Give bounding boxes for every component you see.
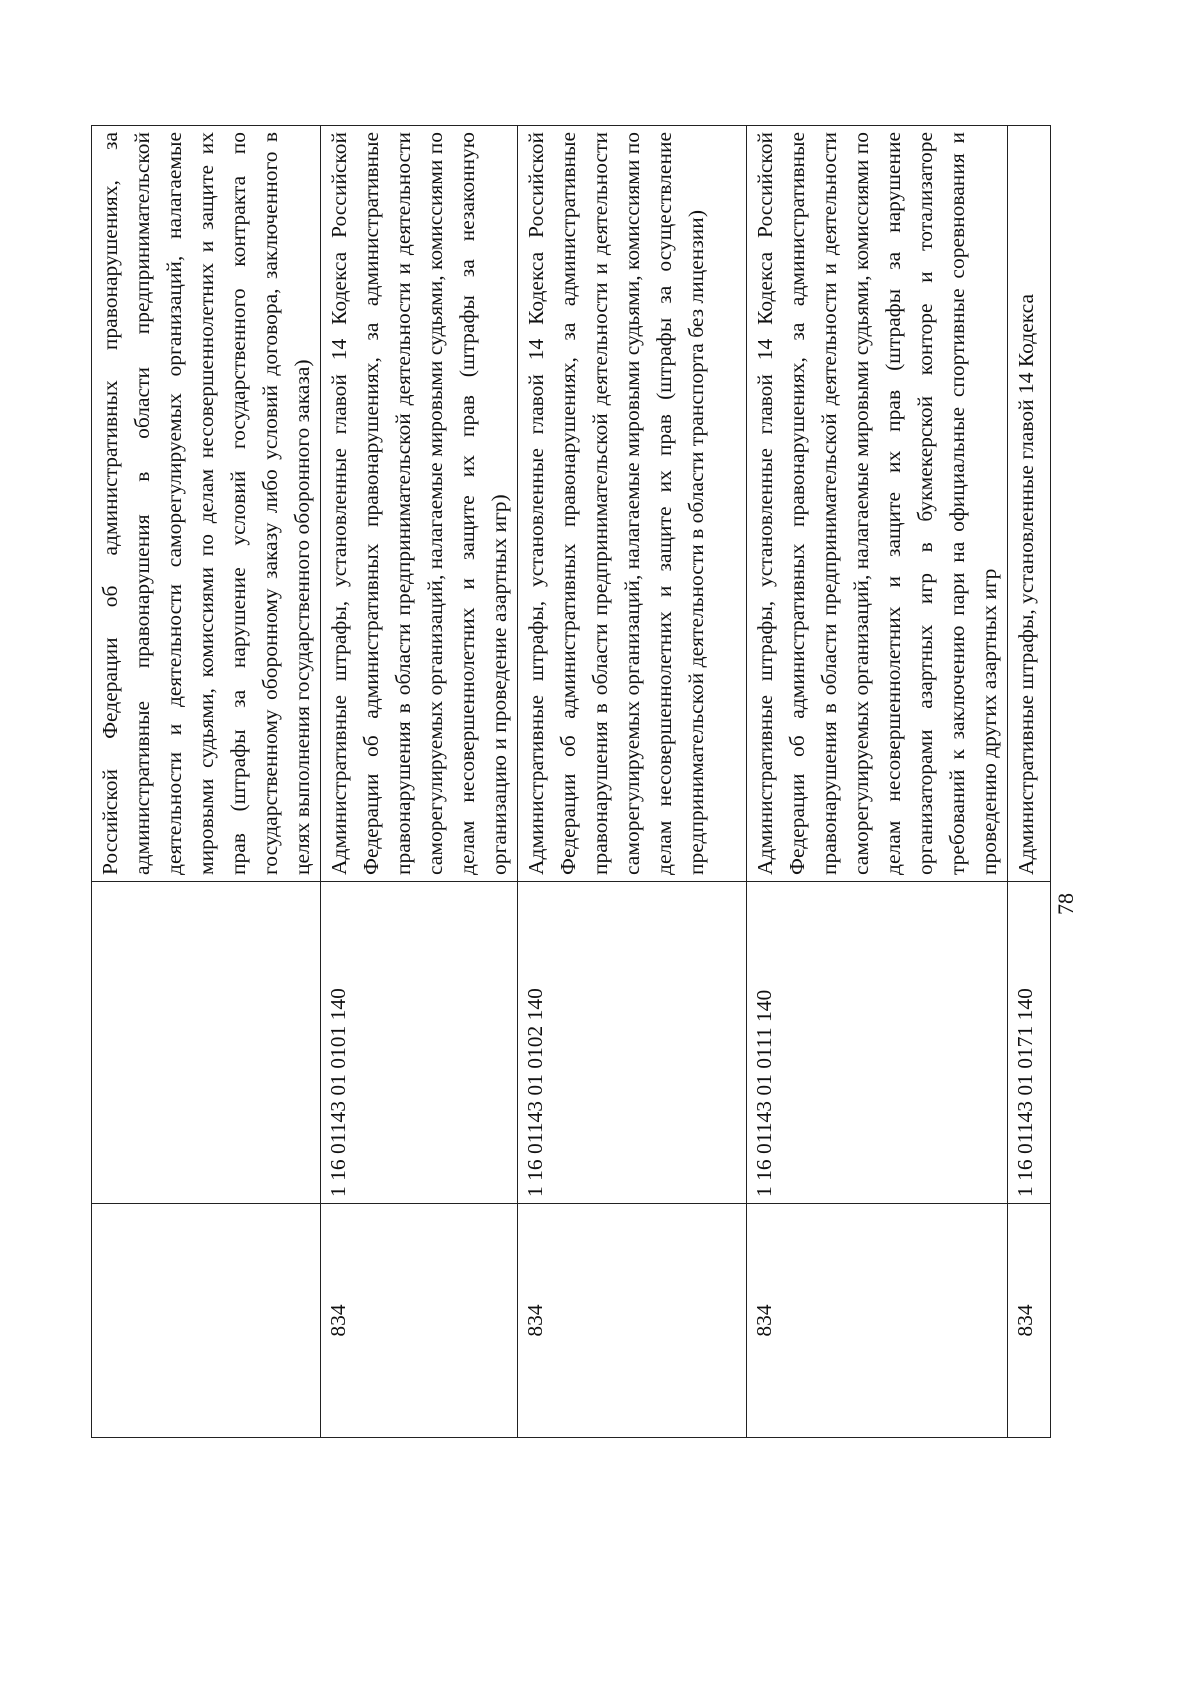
table-row	[747, 126, 1008, 1438]
description-cell: Административные штрафы, установленные главой 14 Кодекса Российской Федерации об административных правонарушениях, за административные правонарушения в области предпринимательской деятельности и деятельности саморегулируемых организаций, налагаемые мировыми судьями, комиссиями по делам несовершеннолетних и защите их прав (штрафы за незаконную организацию и проведение азартных игр)	[321, 126, 518, 882]
kbk-code-cell: 1 16 01143 01 0111 140	[747, 882, 1008, 1204]
page-number-text: 78	[1053, 893, 1078, 915]
admin-code-cell	[92, 1204, 321, 1438]
kbk-code-cell: 1 16 01143 01 0102 140	[518, 882, 747, 1204]
admin-code-cell: 834	[321, 1204, 518, 1438]
rotated-table-wrapper	[91, 126, 1066, 1438]
fines-table	[91, 125, 1051, 1438]
description-cell: Административные штрафы, установленные главой 14 Кодекса	[1008, 126, 1051, 882]
admin-code-cell: 834	[747, 1204, 1008, 1438]
admin-code-cell: 834	[518, 1204, 747, 1438]
description-cell: Административные штрафы, установленные главой 14 Кодекса Российской Федерации об административных правонарушениях, за административные правонарушения в области предпринимательской деятельности и деятельности саморегулируемых организаций, налагаемые мировыми судьями, комиссиями по делам несовершеннолетних и защите их прав (штрафы за осуществление предпринимательской деятельности в области транспорта без лицензии)	[518, 126, 747, 882]
description-cell: Административные штрафы, установленные главой 14 Кодекса Российской Федерации об административных правонарушениях, за административные правонарушения в области предпринимательской деятельности и деятельности саморегулируемых организаций, налагаемые мировыми судьями, комиссиями по делам несовершеннолетних и защите их прав (штрафы за нарушение организаторами азартных игр в букмекерской конторе и тотализаторе требований к заключению пари на официальные спортивные соревнования и проведению других азартных игр	[747, 126, 1008, 882]
table-row	[518, 126, 747, 1438]
table-row	[1008, 126, 1051, 1438]
page-number	[1046, 875, 1086, 935]
kbk-code-cell: 1 16 01143 01 0101 140	[321, 882, 518, 1204]
description-cell: Российской Федерации об административных правонарушениях, за административные правонарушения в области предпринимательской деятельности и деятельности саморегулируемых организаций, налагаемые мировыми судьями, комиссиями по делам несовершеннолетних и защите их прав (штрафы за нарушение условий государственного контракта по государственному оборонному заказу либо условий договора, заключенного в целях выполнения государственного оборонного заказа)	[92, 126, 321, 882]
table-row	[92, 126, 321, 1438]
admin-code-cell: 834	[1008, 1204, 1051, 1438]
kbk-code-cell: 1 16 01143 01 0171 140	[1008, 882, 1051, 1204]
kbk-code-cell	[92, 882, 321, 1204]
table-row	[321, 126, 518, 1438]
